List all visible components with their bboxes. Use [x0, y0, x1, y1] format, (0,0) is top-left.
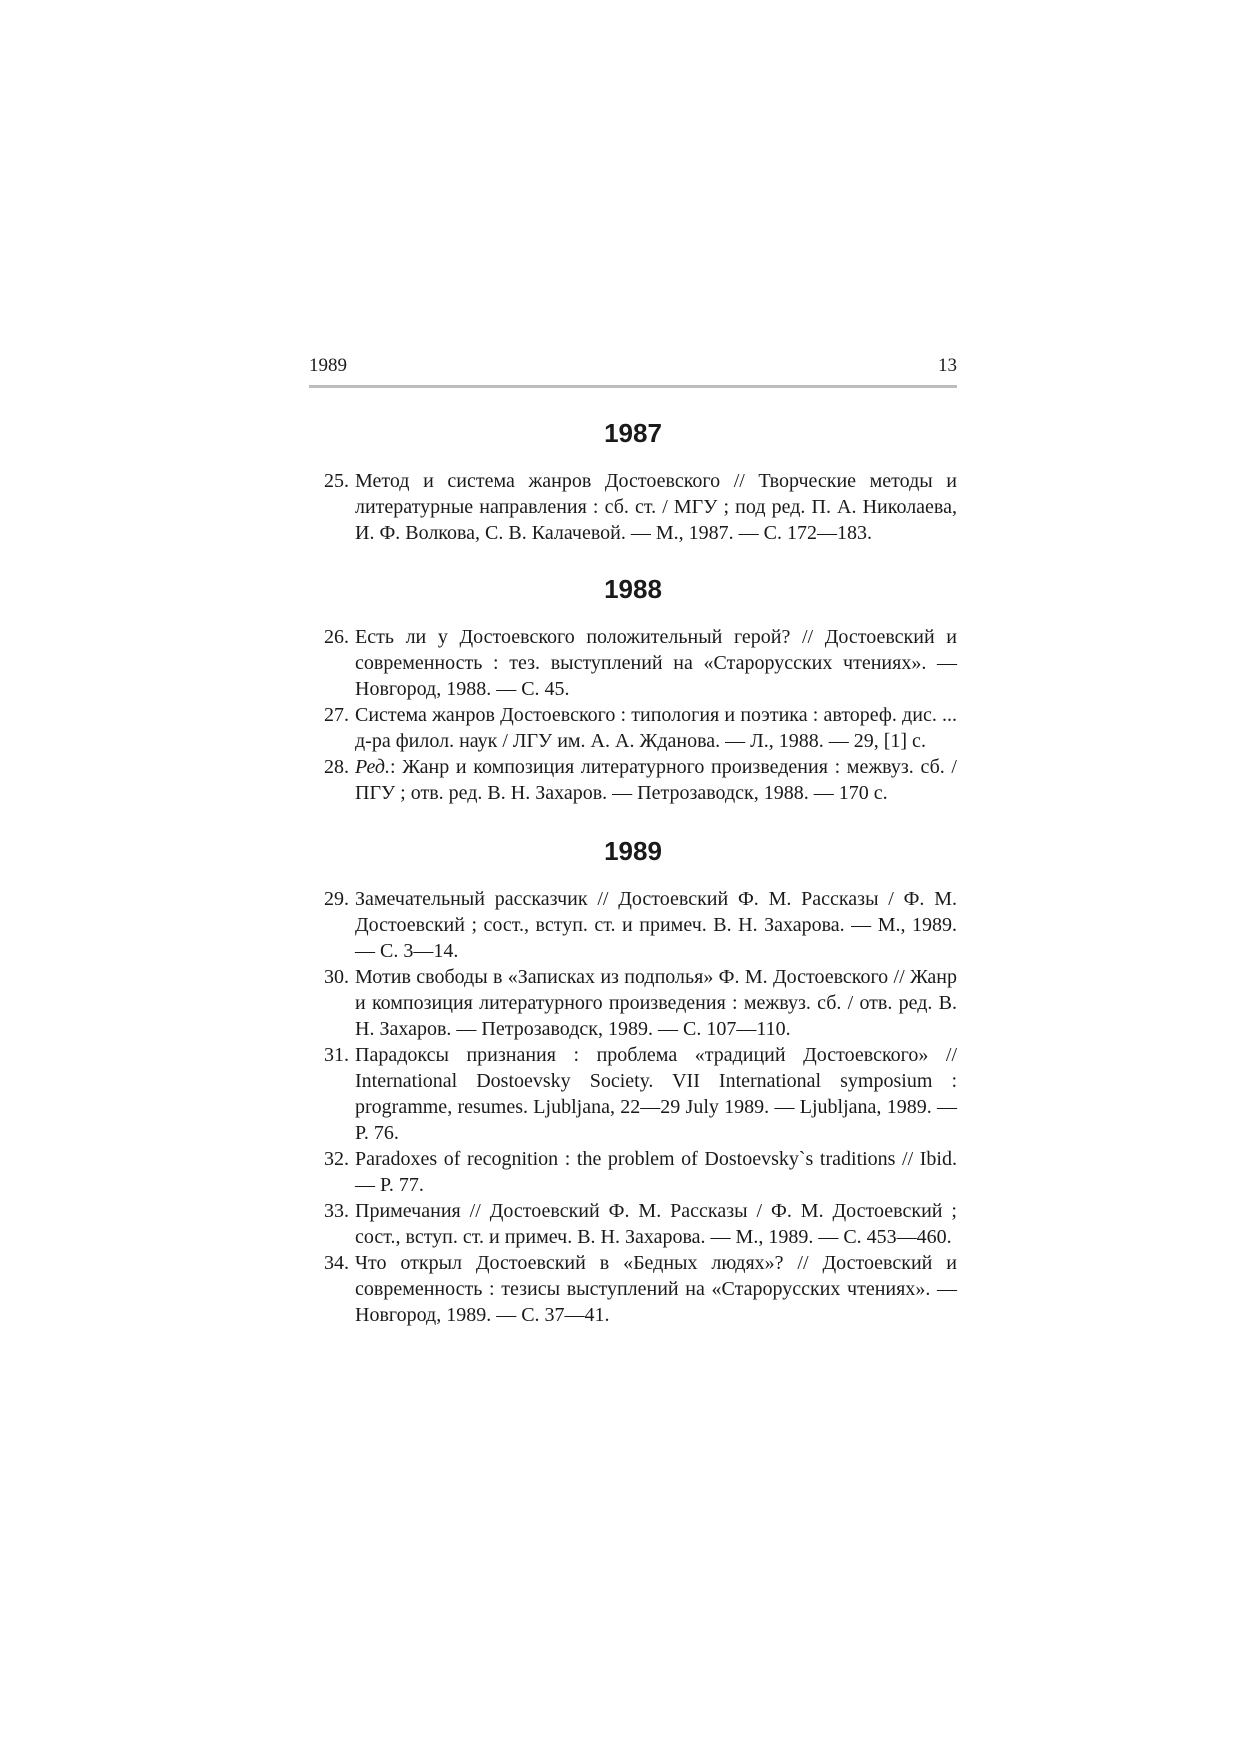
running-head: [309, 355, 957, 388]
bibliography-entry: [309, 1250, 957, 1328]
bibliography-entry: [309, 624, 957, 702]
bibliography-entry: [309, 702, 957, 754]
section-heading: 1987: [604, 418, 662, 448]
entry-number: 32.: [324, 1148, 349, 1170]
bibliography-list: [309, 624, 957, 806]
entry-number: 27.: [324, 704, 349, 726]
section-heading: 1989: [604, 836, 662, 866]
entry-text: [355, 754, 957, 806]
entry-number: 29.: [324, 888, 349, 910]
bibliography-entry: [309, 754, 957, 806]
running-head-year: 1989: [309, 355, 347, 376]
section-1987: [309, 418, 957, 546]
entry-text: Метод и система жанров Достоевского // Творческие методы и литературные направления : сб. ст. / МГУ ; под ред. П. А. Николаева, И. Ф. Волкова, С. В. Калачевой. — М., 1987. — С. 172—183.: [355, 470, 957, 544]
page-content: [309, 355, 957, 1328]
section-1988: [309, 574, 957, 806]
entry-number: 34.: [324, 1252, 349, 1274]
entry-number: 33.: [324, 1200, 349, 1222]
entry-number: 28.: [324, 756, 349, 778]
entry-text: Мотив свободы в «Записках из подполья» Ф. М. Достоевского // Жанр и композиция литературного произведения : межвуз. сб. / отв. ред. В. Н. Захаров. — Петрозаводск, 1989. — С. 107—110.: [355, 966, 957, 1040]
bibliography-entry: [309, 886, 957, 964]
entry-number: 26.: [324, 626, 349, 648]
bibliography-entry: [309, 1198, 957, 1250]
bibliography-entry: [309, 468, 957, 546]
bibliography-list: [309, 886, 957, 1328]
entry-text: Парадоксы признания : проблема «традиций Достоевского» // International Dostoevsky Society. VII International symposium : programme, resumes. Ljubljana, 22—29 July 1989. — Ljubljana, 1989. — P. 76.: [355, 1044, 957, 1144]
entry-editor-prefix: Ред.: [355, 756, 390, 778]
entry-text: Примечания // Достоевский Ф. М. Рассказы / Ф. М. Достоевский ; сост., вступ. ст. и примеч. В. Н. Захарова. — М., 1989. — С. 453—460.: [355, 1200, 957, 1248]
entry-text: Что открыл Достоевский в «Бедных людях»? // Достоевский и современность : тезисы выступлений на «Старорусских чтениях». — Новгород, 1989. — С. 37—41.: [355, 1252, 957, 1326]
section-heading: 1988: [604, 574, 662, 604]
bibliography-entry: [309, 1146, 957, 1198]
entry-text: Paradoxes of recognition : the problem of Dostoevsky`s traditions // Ibid. — P. 77.: [355, 1148, 957, 1196]
entry-text: Система жанров Достоевского : типология и поэтика : автореф. дис. ... д-ра филол. наук / ЛГУ им. А. А. Жданова. — Л., 1988. — 29, [1] с.: [355, 704, 957, 752]
section-1989: [309, 836, 957, 1328]
bibliography-list: [309, 468, 957, 546]
bibliography-entry: [309, 964, 957, 1042]
entry-text: Есть ли у Достоевского положительный герой? // Достоевский и современность : тез. выступлений на «Старорусских чтениях». — Новгород, 1988. — С. 45.: [355, 626, 957, 700]
entry-text: Замечательный рассказчик // Достоевский Ф. М. Рассказы / Ф. М. Достоевский ; сост., вступ. ст. и примеч. В. Н. Захарова. — М., 1989. — С. 3—14.: [355, 888, 957, 962]
entry-number: 30.: [324, 966, 349, 988]
entry-number: 25.: [324, 470, 349, 492]
bibliography-entry: [309, 1042, 957, 1146]
page-number: 13: [938, 355, 957, 376]
entry-number: 31.: [324, 1044, 349, 1066]
entry-body: : Жанр и композиция литературного произведения : межвуз. сб. / ПГУ ; отв. ред. В. Н. Захаров. — Петрозаводск, 1988. — 170 с.: [355, 756, 957, 804]
